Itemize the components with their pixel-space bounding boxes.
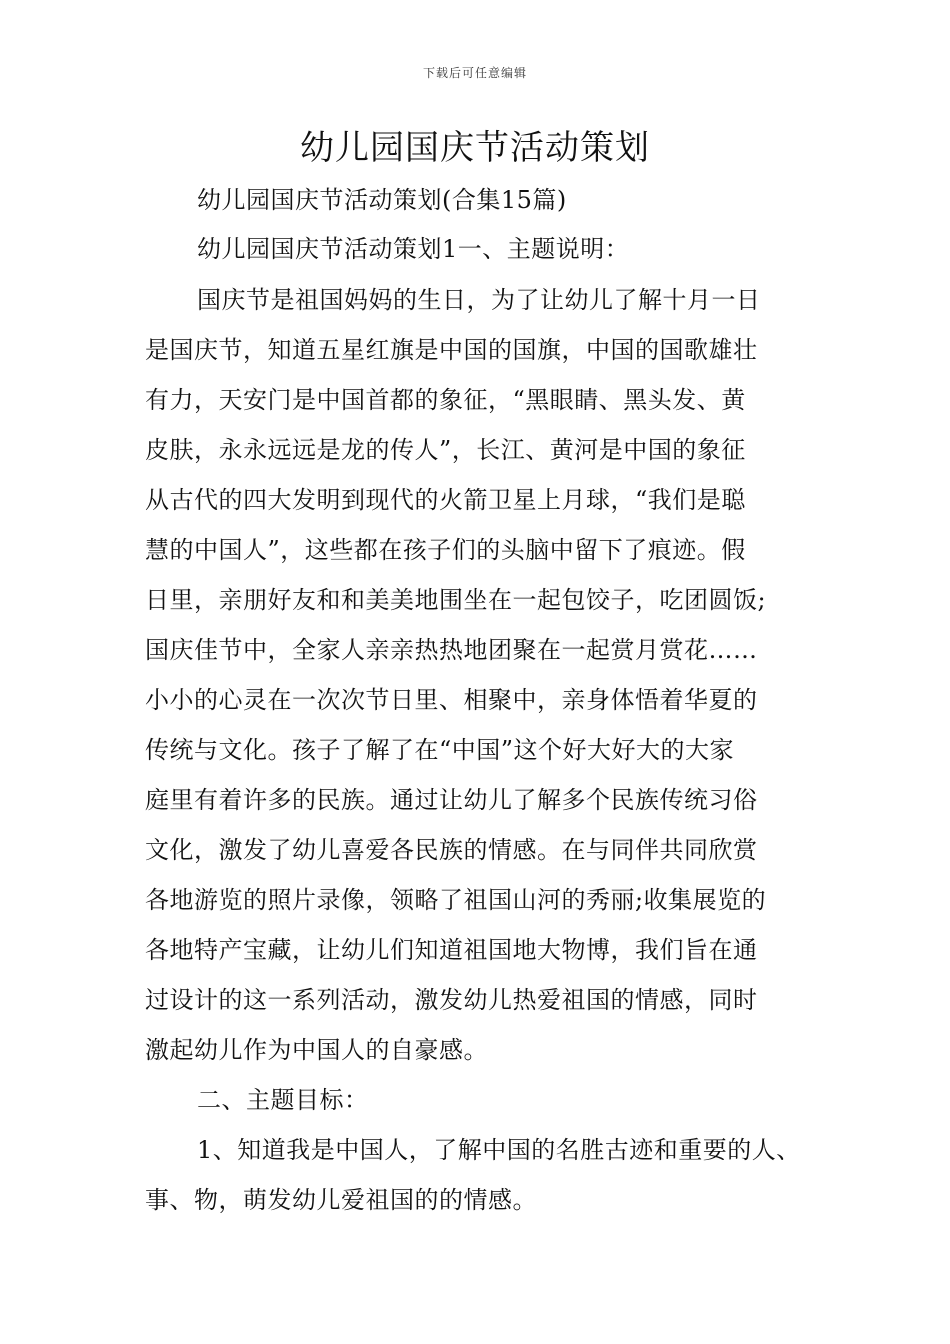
paragraph-line: 激起幼儿作为中国人的自豪感。 (145, 1036, 488, 1064)
paragraph-line: 文化，激发了幼儿喜爱各民族的情感。在与同伴共同欣赏 (145, 836, 758, 864)
goal-line: 1、知道我是中国人，了解中国的名胜古迹和重要的人、 (197, 1136, 801, 1164)
paragraph-line: 皮肤，永永远远是龙的传人”，长江、黄河是中国的象征 (145, 436, 746, 464)
paragraph-line: 从古代的四大发明到现代的火箭卫星上月球，“我们是聪 (145, 486, 746, 514)
subtitle: 幼儿园国庆节活动策划(合集15篇) (197, 186, 567, 214)
section-heading-goals: 二、主题目标： (197, 1086, 369, 1114)
paragraph-line: 是国庆节，知道五星红旗是中国的国旗，中国的国歌雄壮 (145, 336, 758, 364)
paragraph-line: 国庆节是祖国妈妈的生日，为了让幼儿了解十月一日 (197, 286, 761, 314)
header-note: 下载后可任意编辑 (422, 66, 527, 80)
paragraph-line: 日里，亲朋好友和和美美地围坐在一起包饺子，吃团圆饭; (145, 586, 767, 614)
paragraph-line: 慧的中国人”，这些都在孩子们的头脑中留下了痕迹。假 (145, 536, 746, 564)
paragraph-line: 有力，天安门是中国首都的象征，“黑眼睛、黑头发、黄 (145, 386, 746, 414)
section-heading-theme: 幼儿园国庆节活动策划1一、主题说明： (197, 235, 630, 263)
paragraph-line: 传统与文化。孩子了解了在“中国”这个好大好大的大家 (145, 736, 735, 764)
paragraph-line: 庭里有着许多的民族。通过让幼儿了解多个民族传统习俗 (145, 786, 758, 814)
paragraph-line: 各地游览的照片录像，领略了祖国山河的秀丽;收集展览的 (145, 886, 767, 914)
paragraph-line: 各地特产宝藏，让幼儿们知道祖国地大物博，我们旨在通 (145, 936, 758, 964)
document-title: 幼儿园国庆节活动策划 (300, 128, 650, 168)
paragraph-line: 小小的心灵在一次次节日里、相聚中，亲身体悟着华夏的 (145, 686, 758, 714)
goal-line: 事、物，萌发幼儿爱祖国的的情感。 (145, 1186, 537, 1214)
paragraph-line: 过设计的这一系列活动，激发幼儿热爱祖国的情感，同时 (145, 986, 758, 1014)
paragraph-line: 国庆佳节中，全家人亲亲热热地团聚在一起赏月赏花…… (145, 636, 758, 664)
